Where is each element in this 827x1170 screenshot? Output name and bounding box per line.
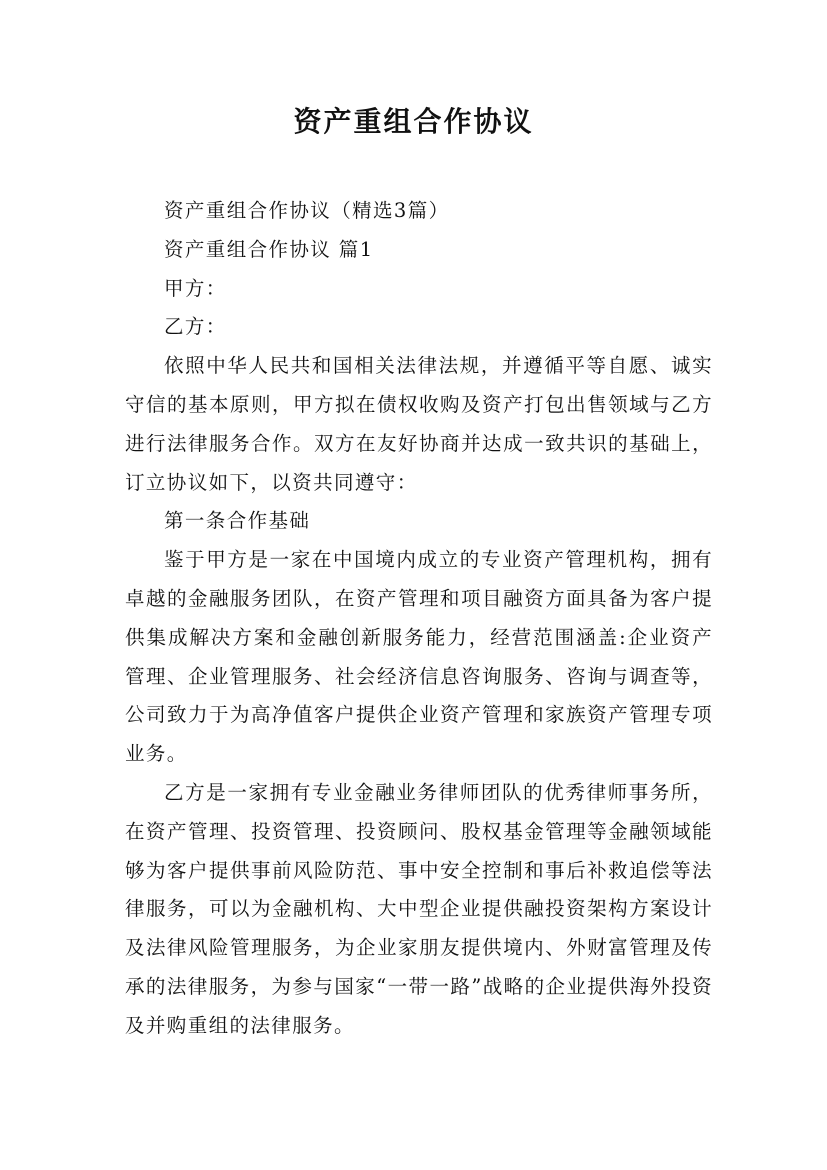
party-a-line: 甲方： xyxy=(164,276,227,300)
document-title: 资产重组合作协议 xyxy=(293,105,534,138)
subtitle-paragraph: 资产重组合作协议（精选3篇） xyxy=(164,199,450,222)
article-one-heading: 第一条合作基础 xyxy=(164,509,311,533)
preamble-paragraph: 依照中华人民共和国相关法律法规，并遵循平等自愿、诚实守信的基本原则，甲方拟在债权收购及资产打包出售领域与乙方进行法律服务合作。双方在友好协商并达成一致共识的基础上，订立协议如下，以资共同遵守： xyxy=(125,354,713,494)
party-a-description-paragraph: 鉴于甲方是一家在中国境内成立的专业资产管理机构，拥有卓越的金融服务团队，在资产管理和项目融资方面具备为客户提供集成解决方案和金融创新服务能力，经营范围涵盖:企业资产管理、企业管理服务、社会经济信息咨询服务、咨询与调查等，公司致力于为高净值客户提供企业资产管理和家族资产管理专项业务。 xyxy=(125,548,713,766)
section-heading: 资产重组合作协议 篇1 xyxy=(164,237,374,261)
document-body xyxy=(125,192,713,1046)
party-b-line: 乙方： xyxy=(164,315,227,339)
party-b-description-paragraph: 乙方是一家拥有专业金融业务律师团队的优秀律师事务所，在资产管理、投资管理、投资顾问、股权基金管理等金融领域能够为客户提供事前风险防范、事中安全控制和事后补救追偿等法律服务，可以为金融机构、大中型企业提供融投资架构方案设计及法律风险管理服务，为企业家朋友提供境内、外财富管理及传承的法律服务，为参与国家“一带一路”战略的企业提供海外投资及并购重组的法律服务。 xyxy=(125,780,713,1037)
